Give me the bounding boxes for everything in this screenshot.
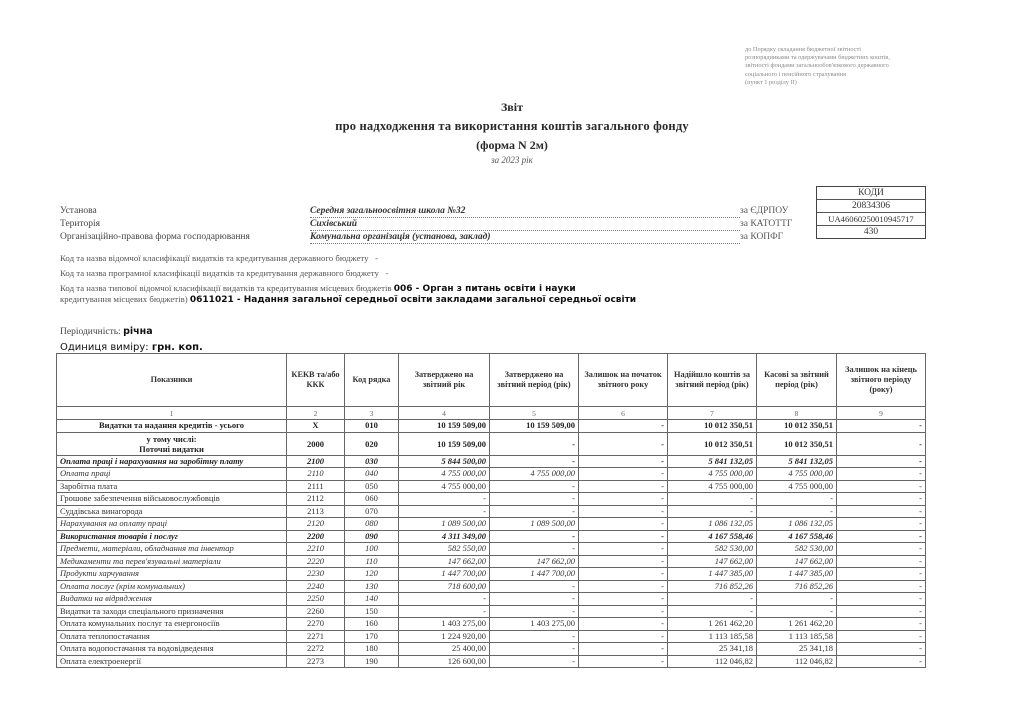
departmental-classification-label: Код та назва відомчої класифікації видатків та кредитування державного бюджету (60, 253, 369, 263)
row-name: Грошове забезпечення військовослужбовців (57, 493, 287, 506)
row-balance-start: - (579, 655, 668, 668)
row-approved-period: - (490, 593, 579, 606)
row-approved-year: 4 755 000,00 (399, 468, 490, 481)
row-cash: 4 167 558,46 (757, 530, 837, 543)
row-balance-end: - (837, 630, 926, 643)
row-code: 010 (345, 420, 399, 433)
code-katottg: UA46060250010945717 (817, 213, 925, 226)
row-approved-period: 147 662,00 (490, 555, 579, 568)
col-index: 7 (668, 407, 757, 420)
departmental-classification-value: - (375, 253, 379, 263)
table-row (57, 530, 926, 543)
table-row (57, 618, 926, 631)
institution-value: Середня загальноосвітня школа №32 (310, 205, 740, 218)
row-code: 020 (345, 432, 399, 455)
row-balance-start: - (579, 568, 668, 581)
report-subtitle: про надходження та використання коштів загального фонду (335, 119, 689, 133)
row-approved-period: - (490, 543, 579, 556)
row-balance-end: - (837, 643, 926, 656)
row-kekv: 2270 (287, 618, 345, 631)
row-cash: 10 012 350,51 (757, 432, 837, 455)
form-appendix-note (745, 46, 975, 87)
row-received: - (668, 593, 757, 606)
row-balance-end: - (837, 555, 926, 568)
table-row (57, 643, 926, 656)
note-line: (пункт 1 розділу II) (745, 78, 797, 86)
row-approved-year: 1 089 500,00 (399, 518, 490, 531)
row-balance-start: - (579, 480, 668, 493)
row-approved-year: 1 403 275,00 (399, 618, 490, 631)
row-cash: 4 755 000,00 (757, 480, 837, 493)
row-balance-start: - (579, 618, 668, 631)
legal-form-label: Організаційно-правова форма господарювання (60, 232, 250, 242)
row-name: Суддівська винагорода (57, 505, 287, 518)
row-name-line1: у тому числі: (146, 433, 197, 444)
row-balance-end: - (837, 468, 926, 481)
row-received: 5 841 132,05 (668, 455, 757, 468)
table-row (57, 593, 926, 606)
row-name: Видатки на відрядження (57, 593, 287, 606)
row-received: 4 167 558,46 (668, 530, 757, 543)
row-kekv: 2111 (287, 480, 345, 493)
col-header-balance-end: Залишок на кінець звітного періоду (року) (837, 354, 926, 407)
row-approved-year: - (399, 493, 490, 506)
row-kekv: 2120 (287, 518, 345, 531)
row-balance-start: - (579, 505, 668, 518)
row-received: 147 662,00 (668, 555, 757, 568)
col-header-approved-period: Затверджено на звітний період (рік) (490, 354, 579, 407)
column-index-row (57, 407, 926, 420)
row-code: 110 (345, 555, 399, 568)
note-line: до Порядку складання бюджетної звітності (745, 46, 861, 53)
row-balance-end: - (837, 655, 926, 668)
row-kekv: 2113 (287, 505, 345, 518)
row-code: 070 (345, 505, 399, 518)
row-name: Оплата праці (57, 468, 287, 481)
row-received: 716 852,26 (668, 580, 757, 593)
edrpou-label: за ЄДРПОУ (740, 206, 789, 216)
periodicity (60, 326, 153, 337)
local-program (60, 294, 636, 305)
row-balance-end: - (837, 530, 926, 543)
row-approved-period: 1 403 275,00 (490, 618, 579, 631)
row-approved-period: - (490, 432, 579, 455)
row-name: Оплата електроенергії (57, 655, 287, 668)
territory-value: Сихівський (310, 218, 740, 231)
row-approved-period: - (490, 580, 579, 593)
row-received: 4 755 000,00 (668, 468, 757, 481)
expenditure-table (56, 353, 926, 668)
row-received: 25 341,18 (668, 643, 757, 656)
row-name-line2: Поточні видатки (139, 443, 204, 454)
row-received: 582 530,00 (668, 543, 757, 556)
row-code: 030 (345, 455, 399, 468)
col-index: 1 (57, 407, 287, 420)
row-approved-year: 582 550,00 (399, 543, 490, 556)
row-balance-start: - (579, 630, 668, 643)
local-program-value: 0611021 - Надання загальної середньої освіти закладами загальної середньої освіти (189, 295, 637, 305)
departmental-classification (60, 253, 378, 263)
row-balance-start: - (579, 493, 668, 506)
legal-form-value: Комунальна організація (установа, заклад) (310, 231, 740, 244)
row-balance-start: - (579, 518, 668, 531)
row-balance-end: - (837, 605, 926, 618)
row-approved-year: 126 600,00 (399, 655, 490, 668)
row-cash: 1 447 385,00 (757, 568, 837, 581)
col-index: 3 (345, 407, 399, 420)
row-kekv: X (287, 420, 345, 433)
row-balance-end: - (837, 518, 926, 531)
row-cash: 112 046,82 (757, 655, 837, 668)
code-edrpou: 20834306 (817, 200, 925, 213)
table-row (57, 568, 926, 581)
table-row (57, 455, 926, 468)
row-balance-end: - (837, 568, 926, 581)
local-classification (60, 283, 576, 294)
row-balance-start: - (579, 605, 668, 618)
row-received: 10 012 350,51 (668, 420, 757, 433)
periodicity-label: Періодичність: (60, 327, 121, 337)
row-name: Оплата праці і нарахування на заробітну плату (57, 455, 287, 468)
kopfg-label: за КОПФГ (740, 232, 784, 242)
row-received: 1 261 462,20 (668, 618, 757, 631)
row-balance-end: - (837, 543, 926, 556)
row-balance-end: - (837, 493, 926, 506)
table-row (57, 493, 926, 506)
report-title: Звіт (500, 100, 524, 114)
row-balance-end: - (837, 455, 926, 468)
local-classification-value: 006 - Орган з питань освіти і науки (393, 284, 576, 294)
program-classification (60, 268, 388, 278)
report-period: за 2023 рік (491, 155, 533, 165)
row-balance-start: - (579, 643, 668, 656)
row-cash: - (757, 605, 837, 618)
row-approved-year: 718 600,00 (399, 580, 490, 593)
row-name: Оплата комунальних послуг та енергоносіїв (57, 618, 287, 631)
col-index: 8 (757, 407, 837, 420)
row-kekv: 2250 (287, 593, 345, 606)
row-name: Видатки та надання кредитів - усього (57, 420, 287, 433)
row-approved-period: - (490, 530, 579, 543)
row-kekv: 2230 (287, 568, 345, 581)
row-approved-year: 5 844 500,00 (399, 455, 490, 468)
row-approved-period: - (490, 493, 579, 506)
row-code: 060 (345, 493, 399, 506)
col-index: 9 (837, 407, 926, 420)
row-cash: - (757, 593, 837, 606)
row-approved-period: - (490, 605, 579, 618)
row-balance-start: - (579, 593, 668, 606)
row-cash: 1 113 185,58 (757, 630, 837, 643)
row-received: - (668, 493, 757, 506)
row-kekv: 2273 (287, 655, 345, 668)
row-code: 160 (345, 618, 399, 631)
row-cash: 1 261 462,20 (757, 618, 837, 631)
row-approved-year: 10 159 509,00 (399, 432, 490, 455)
row-name: Медикаменти та перев'язувальні матеріали (57, 555, 287, 568)
row-code: 150 (345, 605, 399, 618)
row-code: 180 (345, 643, 399, 656)
col-header-row-code: Код рядка (345, 354, 399, 407)
row-kekv: 2200 (287, 530, 345, 543)
row-kekv: 2210 (287, 543, 345, 556)
periodicity-value: річна (123, 326, 153, 337)
row-code: 190 (345, 655, 399, 668)
local-classification-label: Код та назва типової відомчої класифікації видатків та кредитування місцевих бюджетів (60, 283, 392, 293)
row-approved-year: 10 159 509,00 (399, 420, 490, 433)
col-header-approved-year: Затверджено на звітний рік (399, 354, 490, 407)
col-index: 5 (490, 407, 579, 420)
row-name: Предмети, матеріали, обладнання та інвентар (57, 543, 287, 556)
row-approved-year: 1 447 700,00 (399, 568, 490, 581)
report-form-number: (форма N 2м) (476, 138, 548, 152)
row-cash: - (757, 493, 837, 506)
table-row (57, 630, 926, 643)
row-kekv: 2260 (287, 605, 345, 618)
col-index: 2 (287, 407, 345, 420)
row-kekv: 2110 (287, 468, 345, 481)
row-received: 1 113 185,58 (668, 630, 757, 643)
row-cash: 1 086 132,05 (757, 518, 837, 531)
institution-label: Установа (60, 206, 97, 216)
table-row (57, 543, 926, 556)
row-kekv: 2240 (287, 580, 345, 593)
col-header-received: Надійшло коштів за звітний період (рік) (668, 354, 757, 407)
row-cash: 10 012 350,51 (757, 420, 837, 433)
row-kekv: 2220 (287, 555, 345, 568)
row-balance-start: - (579, 555, 668, 568)
row-balance-start: - (579, 420, 668, 433)
row-cash: 4 755 000,00 (757, 468, 837, 481)
unit-label: Одиниця виміру: (60, 342, 149, 353)
codes-header: КОДИ (817, 187, 925, 200)
row-received: - (668, 505, 757, 518)
row-approved-year: - (399, 605, 490, 618)
row-code: 090 (345, 530, 399, 543)
col-index: 4 (399, 407, 490, 420)
row-approved-period: 10 159 509,00 (490, 420, 579, 433)
row-received: 4 755 000,00 (668, 480, 757, 493)
row-balance-start: - (579, 432, 668, 455)
row-received: 1 447 385,00 (668, 568, 757, 581)
table-header-row (57, 354, 926, 407)
note-line: соціального і пенсійного страхування (745, 70, 846, 78)
row-code: 140 (345, 593, 399, 606)
row-name: Оплата водопостачання та водовідведення (57, 643, 287, 656)
row-code: 080 (345, 518, 399, 531)
row-balance-start: - (579, 580, 668, 593)
col-header-balance-start: Залишок на початок звітного року (579, 354, 668, 407)
row-balance-start: - (579, 455, 668, 468)
row-approved-year: 25 400,00 (399, 643, 490, 656)
note-line: звітності фондами загальнообов'язкового державного (745, 62, 889, 70)
row-approved-period: - (490, 455, 579, 468)
row-name: Оплата теплопостачання (57, 630, 287, 643)
code-kopfg: 430 (863, 227, 879, 237)
row-balance-end: - (837, 593, 926, 606)
territory-label: Територія (60, 219, 101, 229)
table-row (57, 555, 926, 568)
row-name: Оплата послуг (крім комунальних) (57, 580, 287, 593)
row-approved-period: 4 755 000,00 (490, 468, 579, 481)
table-row (57, 420, 926, 433)
row-approved-period: 1 447 700,00 (490, 568, 579, 581)
row-received: 112 046,82 (668, 655, 757, 668)
row-code: 040 (345, 468, 399, 481)
table-row (57, 580, 926, 593)
program-classification-label: Код та назва програмної класифікації видатків та кредитування державного бюджету (60, 268, 379, 278)
row-balance-start: - (579, 530, 668, 543)
unit-value: грн. коп. (151, 342, 203, 353)
row-approved-year: 1 224 920,00 (399, 630, 490, 643)
row-approved-period: 1 089 500,00 (490, 518, 579, 531)
table-row (57, 518, 926, 531)
row-approved-period: - (490, 505, 579, 518)
katottg-label: за КАТОТТГ (740, 219, 793, 229)
row-approved-year: 4 311 349,00 (399, 530, 490, 543)
row-approved-year: 147 662,00 (399, 555, 490, 568)
row-received: - (668, 605, 757, 618)
row-approved-period: - (490, 643, 579, 656)
col-header-cash: Касові за звітний період (рік) (757, 354, 837, 407)
row-kekv: 2271 (287, 630, 345, 643)
note-line: розпорядниками та одержувачами бюджетних коштів, (745, 54, 890, 62)
table-row (57, 605, 926, 618)
row-name: Нарахування на оплату праці (57, 518, 287, 531)
program-classification-value: - (385, 268, 389, 278)
row-code: 130 (345, 580, 399, 593)
row-cash: 147 662,00 (757, 555, 837, 568)
col-header-kekv: КЕКВ та/або ККК (287, 354, 345, 407)
table-row (57, 432, 926, 455)
row-approved-period: - (490, 630, 579, 643)
row-balance-end: - (837, 432, 926, 455)
row-cash: 25 341,18 (757, 643, 837, 656)
row-approved-year: - (399, 593, 490, 606)
row-cash: - (757, 505, 837, 518)
row-cash: 716 852,26 (757, 580, 837, 593)
row-received: 1 086 132,05 (668, 518, 757, 531)
row-balance-end: - (837, 420, 926, 433)
col-index: 6 (579, 407, 668, 420)
row-name: Видатки та заходи спеціального призначення (57, 605, 287, 618)
row-balance-end: - (837, 618, 926, 631)
row-kekv: 2100 (287, 455, 345, 468)
row-balance-end: - (837, 480, 926, 493)
row-balance-end: - (837, 505, 926, 518)
table-row (57, 480, 926, 493)
row-code: 100 (345, 543, 399, 556)
table-row (57, 655, 926, 668)
row-code: 120 (345, 568, 399, 581)
row-name: Використання товарів і послуг (57, 530, 287, 543)
row-approved-year: - (399, 505, 490, 518)
row-name (57, 432, 287, 455)
local-program-label: кредитування місцевих бюджетів) (60, 294, 188, 304)
row-name: Заробітна плата (57, 480, 287, 493)
row-code: 050 (345, 480, 399, 493)
row-approved-year: 4 755 000,00 (399, 480, 490, 493)
table-row (57, 505, 926, 518)
unit-of-measure (60, 342, 203, 353)
table-row (57, 468, 926, 481)
row-cash: 5 841 132,05 (757, 455, 837, 468)
row-kekv: 2272 (287, 643, 345, 656)
row-approved-period: - (490, 480, 579, 493)
codes-box (816, 186, 926, 239)
row-balance-end: - (837, 580, 926, 593)
row-cash: 582 530,00 (757, 543, 837, 556)
col-header-indicators: Показники (57, 354, 287, 407)
row-kekv: 2112 (287, 493, 345, 506)
row-approved-period: - (490, 655, 579, 668)
row-received: 10 012 350,51 (668, 432, 757, 455)
row-name: Продукти харчування (57, 568, 287, 581)
row-balance-start: - (579, 543, 668, 556)
row-balance-start: - (579, 468, 668, 481)
row-code: 170 (345, 630, 399, 643)
row-kekv: 2000 (287, 432, 345, 455)
